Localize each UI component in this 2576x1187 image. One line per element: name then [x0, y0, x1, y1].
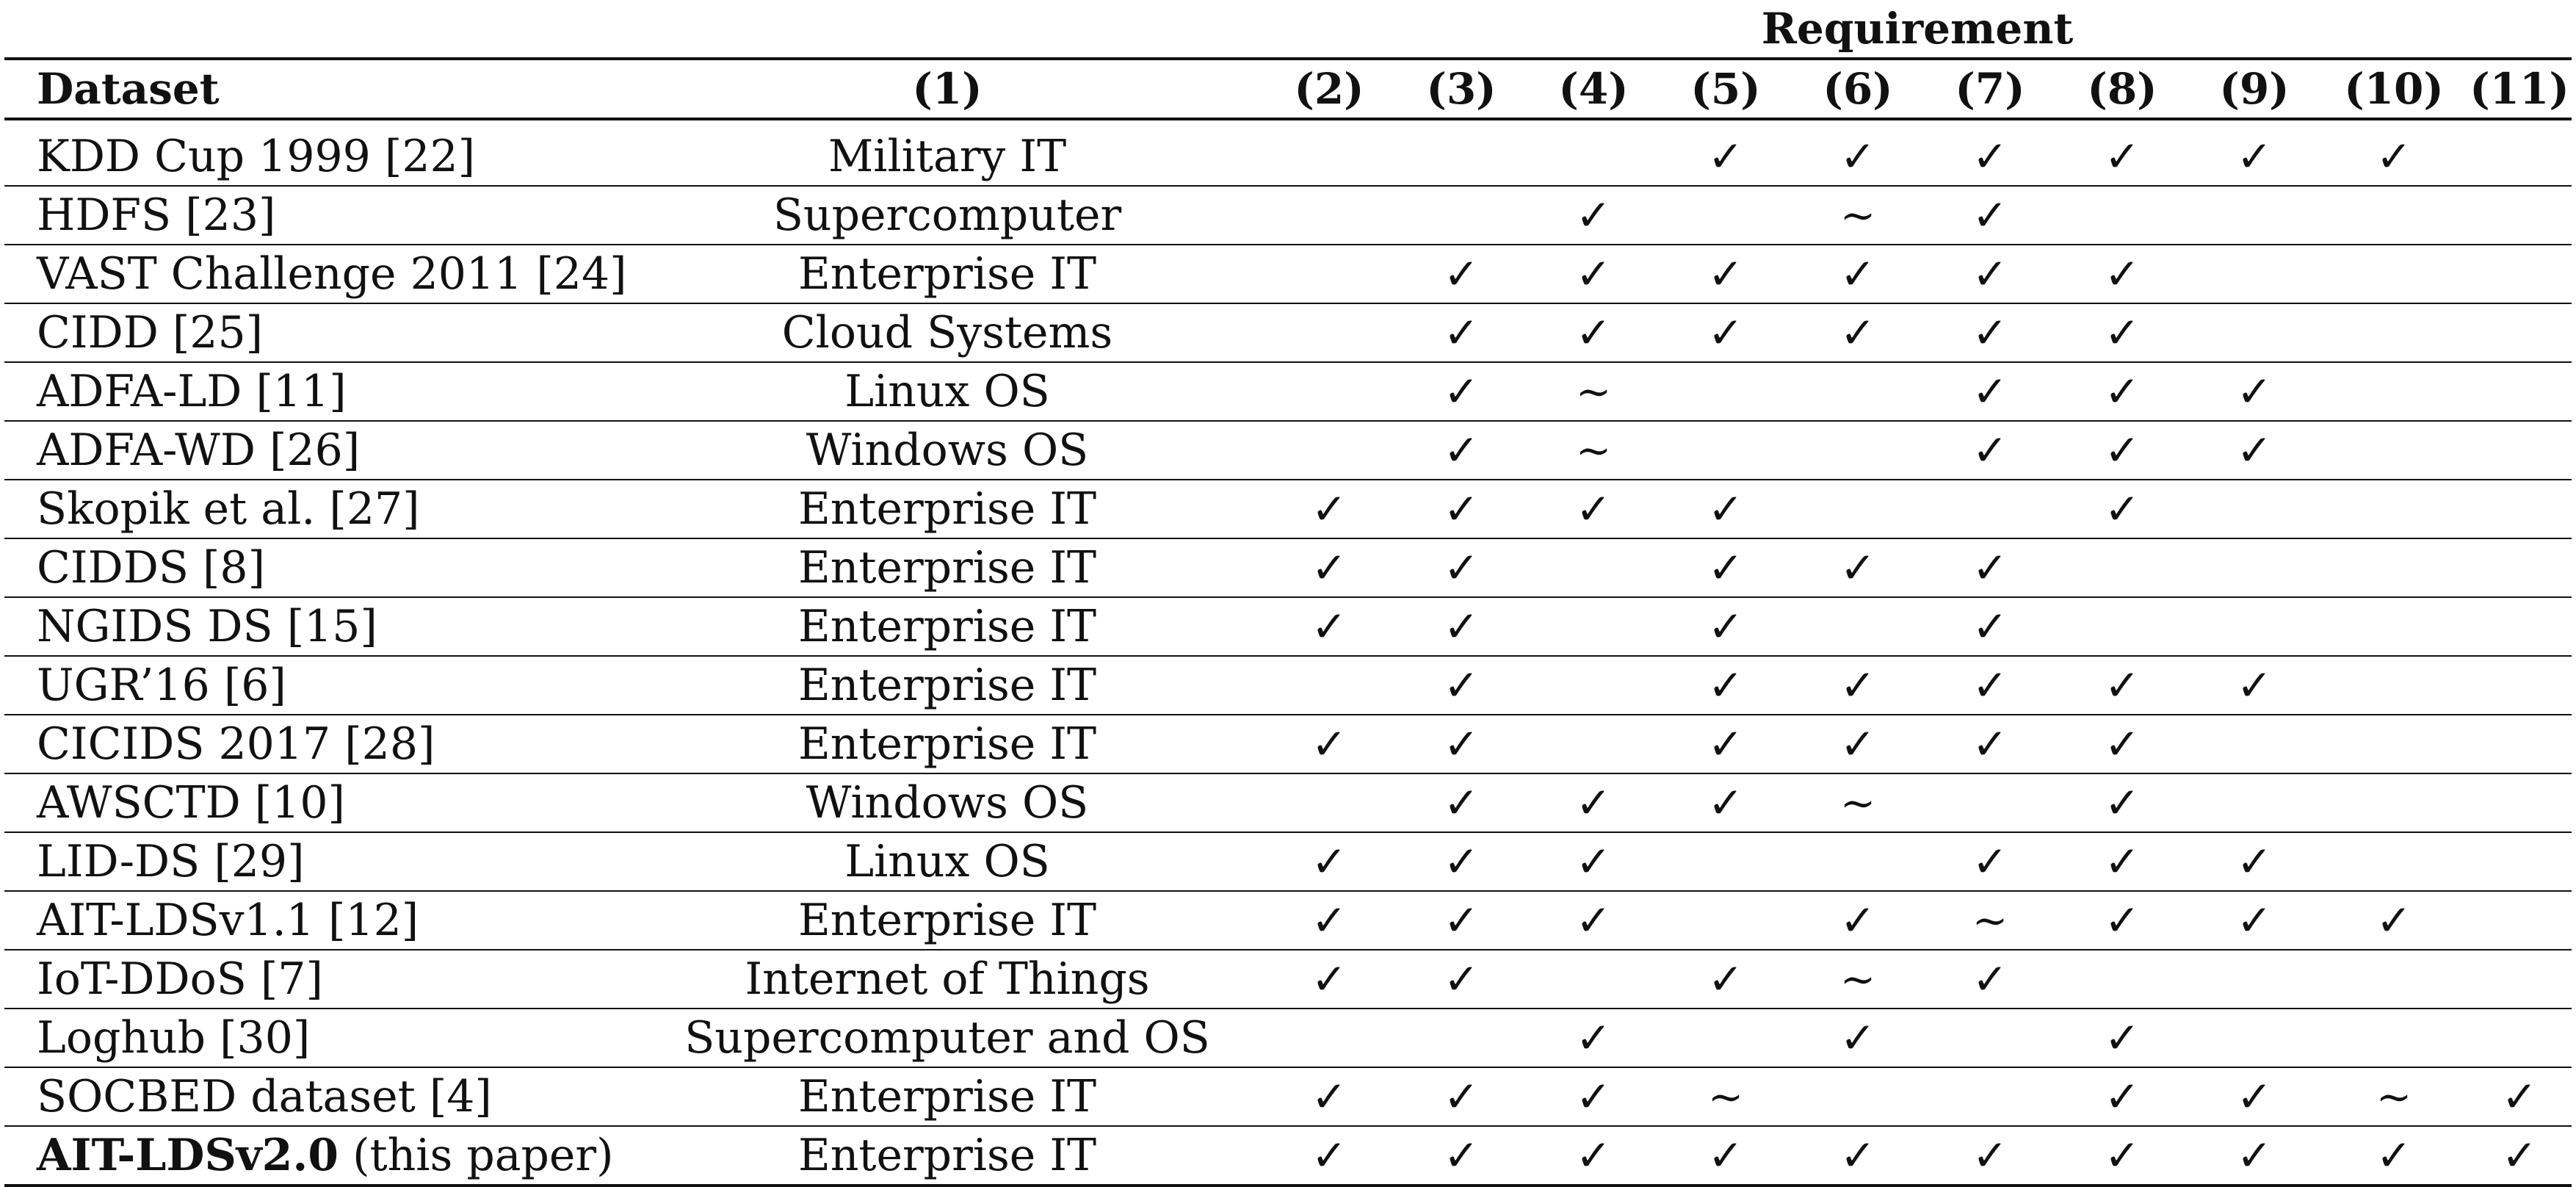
- empty-requirement-cell: [2188, 950, 2320, 1009]
- empty-requirement-cell: [1527, 538, 1660, 597]
- empty-requirement-cell: [1527, 656, 1660, 715]
- checkmark-icon: ✓: [2056, 715, 2188, 773]
- empty-requirement-cell: [1660, 362, 1792, 421]
- column-header-11: (11): [2467, 59, 2572, 119]
- table-row: [4, 832, 2572, 891]
- checkmark-icon: ✓: [1395, 773, 1527, 832]
- partial-tilde-icon: ∼: [1924, 891, 2056, 950]
- checkmark-icon: ✓: [1527, 245, 1660, 303]
- empty-requirement-cell: [2467, 773, 2572, 832]
- column-header-9: (9): [2188, 59, 2320, 119]
- checkmark-icon: ✓: [1263, 597, 1395, 656]
- checkmark-icon: ✓: [1395, 950, 1527, 1009]
- checkmark-icon: ✓: [2320, 891, 2467, 950]
- empty-requirement-cell: [2320, 421, 2467, 480]
- table-row: [4, 1067, 2572, 1126]
- checkmark-icon: ✓: [2320, 1126, 2467, 1186]
- dataset-name-bold: AIT-LDSv2.0: [37, 1130, 339, 1181]
- empty-requirement-cell: [2467, 950, 2572, 1009]
- empty-requirement-cell: [1792, 480, 1924, 538]
- dataset-name-suffix: (this paper): [339, 1130, 614, 1181]
- empty-requirement-cell: [2188, 186, 2320, 245]
- checkmark-icon: ✓: [1792, 538, 1924, 597]
- checkmark-icon: ✓: [1792, 656, 1924, 715]
- empty-requirement-cell: [2056, 950, 2188, 1009]
- column-header-5: (5): [1660, 59, 1792, 119]
- empty-requirement-cell: [2467, 656, 2572, 715]
- empty-requirement-cell: [2467, 597, 2572, 656]
- empty-requirement-cell: [1527, 715, 1660, 773]
- empty-requirement-cell: [2467, 186, 2572, 245]
- checkmark-icon: ✓: [1660, 1126, 1792, 1186]
- empty-requirement-cell: [1263, 656, 1395, 715]
- checkmark-icon: ✓: [1924, 715, 2056, 773]
- checkmark-icon: ✓: [1527, 1067, 1660, 1126]
- checkmark-icon: ✓: [1660, 480, 1792, 538]
- empty-requirement-cell: [2320, 245, 2467, 303]
- domain-cell: Enterprise IT: [632, 538, 1263, 597]
- checkmark-icon: ✓: [2056, 1009, 2188, 1067]
- dataset-name-cell: NGIDS DS [15]: [4, 597, 632, 656]
- checkmark-icon: ✓: [2056, 891, 2188, 950]
- empty-requirement-cell: [2467, 715, 2572, 773]
- header-separator: [4, 119, 2572, 128]
- empty-requirement-cell: [2188, 538, 2320, 597]
- checkmark-icon: ✓: [2467, 1126, 2572, 1186]
- checkmark-icon: ✓: [1395, 245, 1527, 303]
- dataset-name-cell: SOCBED dataset [4]: [4, 1067, 632, 1126]
- empty-requirement-cell: [1527, 597, 1660, 656]
- checkmark-icon: ✓: [1263, 891, 1395, 950]
- dataset-name-cell: KDD Cup 1999 [22]: [4, 128, 632, 186]
- empty-requirement-cell: [2467, 538, 2572, 597]
- empty-requirement-cell: [1263, 773, 1395, 832]
- checkmark-icon: ✓: [1527, 1126, 1660, 1186]
- checkmark-icon: ✓: [1395, 480, 1527, 538]
- column-header-row: [4, 59, 2572, 119]
- checkmark-icon: ✓: [2056, 1126, 2188, 1186]
- checkmark-icon: ✓: [1924, 538, 2056, 597]
- checkmark-icon: ✓: [2056, 128, 2188, 186]
- empty-requirement-cell: [1660, 421, 1792, 480]
- dataset-name-cell: HDFS [23]: [4, 186, 632, 245]
- checkmark-icon: ✓: [1527, 186, 1660, 245]
- empty-requirement-cell: [2320, 480, 2467, 538]
- column-header-10: (10): [2320, 59, 2467, 119]
- checkmark-icon: ✓: [1924, 362, 2056, 421]
- checkmark-icon: ✓: [1527, 1009, 1660, 1067]
- empty-requirement-cell: [2320, 538, 2467, 597]
- empty-requirement-cell: [1263, 186, 1395, 245]
- checkmark-icon: ✓: [1660, 538, 1792, 597]
- table-row: [4, 773, 2572, 832]
- empty-requirement-cell: [1263, 245, 1395, 303]
- checkmark-icon: ✓: [2467, 1067, 2572, 1126]
- dataset-name-cell: CIDDS [8]: [4, 538, 632, 597]
- empty-requirement-cell: [2188, 1009, 2320, 1067]
- empty-requirement-cell: [2056, 538, 2188, 597]
- checkmark-icon: ✓: [1263, 1126, 1395, 1186]
- empty-requirement-cell: [1660, 186, 1792, 245]
- dataset-name-cell: UGR’16 [6]: [4, 656, 632, 715]
- partial-tilde-icon: ∼: [1792, 773, 1924, 832]
- partial-tilde-icon: ∼: [1660, 1067, 1792, 1126]
- partial-tilde-icon: ∼: [2320, 1067, 2467, 1126]
- checkmark-icon: ✓: [2188, 1126, 2320, 1186]
- checkmark-icon: ✓: [2056, 1067, 2188, 1126]
- checkmark-icon: ✓: [2188, 832, 2320, 891]
- table-row: [4, 128, 2572, 186]
- table-row: [4, 656, 2572, 715]
- empty-requirement-cell: [2467, 421, 2572, 480]
- empty-requirement-cell: [1263, 421, 1395, 480]
- checkmark-icon: ✓: [1660, 245, 1792, 303]
- checkmark-icon: ✓: [2056, 480, 2188, 538]
- domain-cell: Enterprise IT: [632, 715, 1263, 773]
- empty-requirement-cell: [1395, 1009, 1527, 1067]
- empty-requirement-cell: [1527, 950, 1660, 1009]
- empty-requirement-cell: [2320, 1009, 2467, 1067]
- dataset-name-cell: AWSCTD [10]: [4, 773, 632, 832]
- empty-requirement-cell: [2320, 950, 2467, 1009]
- empty-requirement-cell: [1792, 597, 1924, 656]
- domain-cell: Enterprise IT: [632, 1067, 1263, 1126]
- checkmark-icon: ✓: [1660, 128, 1792, 186]
- dataset-name-cell: VAST Challenge 2011 [24]: [4, 245, 632, 303]
- column-header-6: (6): [1792, 59, 1924, 119]
- empty-requirement-cell: [1924, 480, 2056, 538]
- checkmark-icon: ✓: [1660, 773, 1792, 832]
- empty-requirement-cell: [2320, 303, 2467, 362]
- empty-requirement-cell: [1924, 773, 2056, 832]
- domain-cell: Windows OS: [632, 421, 1263, 480]
- dataset-column-header: Dataset: [4, 59, 632, 119]
- checkmark-icon: ✓: [1527, 832, 1660, 891]
- domain-cell: Linux OS: [632, 832, 1263, 891]
- checkmark-icon: ✓: [1792, 128, 1924, 186]
- empty-requirement-cell: [2056, 597, 2188, 656]
- empty-requirement-cell: [1395, 128, 1527, 186]
- dataset-name-cell: AIT-LDSv1.1 [12]: [4, 891, 632, 950]
- checkmark-icon: ✓: [1527, 480, 1660, 538]
- checkmark-icon: ✓: [1395, 832, 1527, 891]
- checkmark-icon: ✓: [2056, 421, 2188, 480]
- empty-requirement-cell: [2188, 303, 2320, 362]
- empty-requirement-cell: [2467, 480, 2572, 538]
- domain-cell: Linux OS: [632, 362, 1263, 421]
- checkmark-icon: ✓: [2188, 421, 2320, 480]
- empty-requirement-cell: [1395, 186, 1527, 245]
- checkmark-icon: ✓: [2056, 656, 2188, 715]
- table-row: [4, 538, 2572, 597]
- table-row: [4, 1126, 2572, 1186]
- partial-tilde-icon: ∼: [1527, 362, 1660, 421]
- checkmark-icon: ✓: [2188, 1067, 2320, 1126]
- checkmark-icon: ✓: [1395, 1126, 1527, 1186]
- empty-requirement-cell: [2320, 832, 2467, 891]
- empty-requirement-cell: [2467, 303, 2572, 362]
- checkmark-icon: ✓: [1660, 597, 1792, 656]
- checkmark-icon: ✓: [1660, 656, 1792, 715]
- checkmark-icon: ✓: [1792, 1009, 1924, 1067]
- checkmark-icon: ✓: [1924, 1126, 2056, 1186]
- table-row: [4, 303, 2572, 362]
- checkmark-icon: ✓: [1527, 303, 1660, 362]
- domain-cell: Cloud Systems: [632, 303, 1263, 362]
- checkmark-icon: ✓: [1395, 891, 1527, 950]
- checkmark-icon: ✓: [1395, 1067, 1527, 1126]
- dataset-name-cell: CICIDS 2017 [28]: [4, 715, 632, 773]
- column-header-4: (4): [1527, 59, 1660, 119]
- table-row: [4, 715, 2572, 773]
- checkmark-icon: ✓: [1263, 538, 1395, 597]
- dataset-comparison-table: [4, 0, 2572, 1187]
- column-header-2: (2): [1263, 59, 1395, 119]
- checkmark-icon: ✓: [1924, 245, 2056, 303]
- column-header-1: (1): [632, 59, 1263, 119]
- checkmark-icon: ✓: [1263, 1067, 1395, 1126]
- dataset-name-cell: CIDD [25]: [4, 303, 632, 362]
- column-header-3: (3): [1395, 59, 1527, 119]
- empty-requirement-cell: [1792, 362, 1924, 421]
- table-row: [4, 891, 2572, 950]
- table-row: [4, 597, 2572, 656]
- checkmark-icon: ✓: [2188, 128, 2320, 186]
- empty-requirement-cell: [2320, 715, 2467, 773]
- checkmark-icon: ✓: [1263, 832, 1395, 891]
- empty-requirement-cell: [1660, 1009, 1792, 1067]
- checkmark-icon: ✓: [1924, 186, 2056, 245]
- empty-requirement-cell: [2320, 186, 2467, 245]
- checkmark-icon: ✓: [1395, 538, 1527, 597]
- checkmark-icon: ✓: [1924, 832, 2056, 891]
- empty-requirement-cell: [1263, 128, 1395, 186]
- table-row: [4, 421, 2572, 480]
- empty-requirement-cell: [1792, 832, 1924, 891]
- column-header-7: (7): [1924, 59, 2056, 119]
- checkmark-icon: ✓: [1924, 128, 2056, 186]
- empty-requirement-cell: [2188, 245, 2320, 303]
- checkmark-icon: ✓: [1792, 1126, 1924, 1186]
- domain-cell: Enterprise IT: [632, 597, 1263, 656]
- checkmark-icon: ✓: [2056, 773, 2188, 832]
- empty-header-cell: [632, 0, 1263, 59]
- empty-requirement-cell: [1660, 891, 1792, 950]
- checkmark-icon: ✓: [1263, 715, 1395, 773]
- empty-requirement-cell: [1263, 1009, 1395, 1067]
- checkmark-icon: ✓: [2320, 128, 2467, 186]
- checkmark-icon: ✓: [1527, 773, 1660, 832]
- domain-cell: Enterprise IT: [632, 480, 1263, 538]
- empty-requirement-cell: [2188, 480, 2320, 538]
- dataset-name-cell: Skopik et al. [27]: [4, 480, 632, 538]
- partial-tilde-icon: ∼: [1792, 186, 1924, 245]
- empty-requirement-cell: [2320, 656, 2467, 715]
- partial-tilde-icon: ∼: [1792, 950, 1924, 1009]
- empty-requirement-cell: [1924, 1009, 2056, 1067]
- checkmark-icon: ✓: [1395, 421, 1527, 480]
- domain-cell: Supercomputer and OS: [632, 1009, 1263, 1067]
- checkmark-icon: ✓: [1660, 715, 1792, 773]
- requirement-group-label: Requirement: [1263, 0, 2572, 59]
- empty-requirement-cell: [2056, 186, 2188, 245]
- empty-requirement-cell: [2320, 773, 2467, 832]
- table-row: [4, 950, 2572, 1009]
- empty-requirement-cell: [2467, 245, 2572, 303]
- checkmark-icon: ✓: [1924, 950, 2056, 1009]
- checkmark-icon: ✓: [1792, 891, 1924, 950]
- domain-cell: Supercomputer: [632, 186, 1263, 245]
- empty-requirement-cell: [2320, 597, 2467, 656]
- checkmark-icon: ✓: [1395, 715, 1527, 773]
- checkmark-icon: ✓: [1395, 303, 1527, 362]
- empty-header-cell: [4, 0, 632, 59]
- table-row: [4, 245, 2572, 303]
- empty-requirement-cell: [1263, 362, 1395, 421]
- checkmark-icon: ✓: [1395, 597, 1527, 656]
- dataset-name-cell: ADFA-LD [11]: [4, 362, 632, 421]
- checkmark-icon: ✓: [1660, 303, 1792, 362]
- checkmark-icon: ✓: [2188, 656, 2320, 715]
- table-row: [4, 186, 2572, 245]
- checkmark-icon: ✓: [1792, 715, 1924, 773]
- checkmark-icon: ✓: [1263, 480, 1395, 538]
- checkmark-icon: ✓: [1527, 891, 1660, 950]
- empty-requirement-cell: [2320, 362, 2467, 421]
- domain-cell: Military IT: [632, 128, 1263, 186]
- checkmark-icon: ✓: [1924, 656, 2056, 715]
- checkmark-icon: ✓: [1660, 950, 1792, 1009]
- domain-cell: Internet of Things: [632, 950, 1263, 1009]
- empty-requirement-cell: [2188, 597, 2320, 656]
- domain-cell: Enterprise IT: [632, 245, 1263, 303]
- domain-cell: Enterprise IT: [632, 656, 1263, 715]
- empty-requirement-cell: [1792, 421, 1924, 480]
- table-row: [4, 362, 2572, 421]
- checkmark-icon: ✓: [1924, 303, 2056, 362]
- table-row: [4, 480, 2572, 538]
- empty-requirement-cell: [2467, 891, 2572, 950]
- domain-cell: Enterprise IT: [632, 1126, 1263, 1186]
- checkmark-icon: ✓: [2056, 362, 2188, 421]
- empty-requirement-cell: [1527, 128, 1660, 186]
- empty-requirement-cell: [2467, 832, 2572, 891]
- empty-requirement-cell: [2188, 773, 2320, 832]
- empty-requirement-cell: [1660, 832, 1792, 891]
- requirement-group-row: [4, 0, 2572, 59]
- checkmark-icon: ✓: [2056, 832, 2188, 891]
- checkmark-icon: ✓: [1395, 656, 1527, 715]
- empty-requirement-cell: [2467, 1009, 2572, 1067]
- checkmark-icon: ✓: [1792, 303, 1924, 362]
- checkmark-icon: ✓: [1395, 362, 1527, 421]
- checkmark-icon: ✓: [1924, 597, 2056, 656]
- dataset-name-cell: ADFA-WD [26]: [4, 421, 632, 480]
- empty-requirement-cell: [2467, 128, 2572, 186]
- checkmark-icon: ✓: [2188, 891, 2320, 950]
- empty-requirement-cell: [1263, 303, 1395, 362]
- checkmark-icon: ✓: [1792, 245, 1924, 303]
- domain-cell: Enterprise IT: [632, 891, 1263, 950]
- dataset-name-cell: Loghub [30]: [4, 1009, 632, 1067]
- dataset-name-cell: LID-DS [29]: [4, 832, 632, 891]
- empty-requirement-cell: [1792, 1067, 1924, 1126]
- checkmark-icon: ✓: [2188, 362, 2320, 421]
- checkmark-icon: ✓: [2056, 303, 2188, 362]
- column-header-8: (8): [2056, 59, 2188, 119]
- table-row: [4, 1009, 2572, 1067]
- domain-cell: Windows OS: [632, 773, 1263, 832]
- checkmark-icon: ✓: [1924, 421, 2056, 480]
- empty-requirement-cell: [2467, 362, 2572, 421]
- empty-requirement-cell: [2188, 715, 2320, 773]
- table-body: [4, 119, 2572, 1186]
- checkmark-icon: ✓: [1263, 950, 1395, 1009]
- dataset-name-cell: IoT-DDoS [7]: [4, 950, 632, 1009]
- partial-tilde-icon: ∼: [1527, 421, 1660, 480]
- dataset-name-cell: [4, 1126, 632, 1186]
- empty-requirement-cell: [1924, 1067, 2056, 1126]
- checkmark-icon: ✓: [2056, 245, 2188, 303]
